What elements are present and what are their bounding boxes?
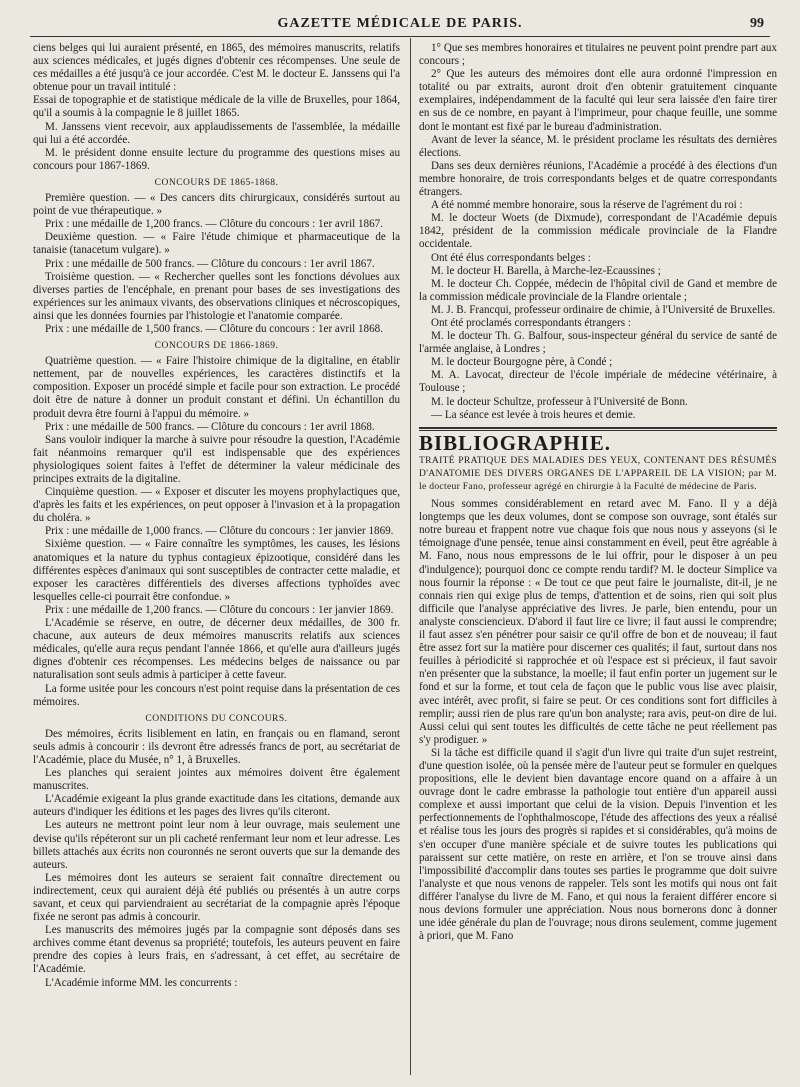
left-column xyxy=(33,42,400,990)
academy-report-continued xyxy=(419,42,777,422)
journal-title: GAZETTE MÉDICALE DE PARIS. xyxy=(277,16,523,31)
text-paragraph: Prix : une médaille de 500 francs. — Clôture du concours : 1er avril 1868. xyxy=(45,420,375,433)
text-paragraph: Des mémoires, écrits lisiblement en latin, en français ou en flamand, seront seuls admis à concourir : ils devront être adressés francs de port, au secrétariat de l'Académie, place du Musée, n° 1, à Bruxelles. xyxy=(33,727,400,766)
text-paragraph: Prix : une médaille de 1,200 francs. — Clôture du concours : 1er avril 1867. xyxy=(45,218,383,231)
text-paragraph: L'Académie exigeant la plus grande exactitude dans les citations, demande aux auteurs d'indiquer les éditions et les pages des livres qu'ils citeront. xyxy=(33,793,400,819)
text-paragraph: M. J. B. Francqui, professeur ordinaire de chimie, à l'Université de Bruxelles. xyxy=(431,303,776,316)
text-paragraph: M. Janssens vient recevoir, aux applaudissements de l'assemblée, la médaille qui lui a été accordée. xyxy=(33,120,400,146)
column-divider xyxy=(410,38,411,1075)
text-paragraph: Les manuscrits des mémoires jugés par la compagnie sont déposés dans ses archives comme étant devenus sa propriété; toutefois, les auteurs peuvent en faire prendre des copies à leurs frais, en s'adressant, à cet effet, au secrétaire de l'Académie. xyxy=(33,924,400,976)
text-paragraph: Prix : une médaille de 500 francs. — Clôture du concours : 1er avril 1867. xyxy=(45,257,375,270)
text-paragraph: M. le docteur Woets (de Dixmude), correspondant de l'Académie depuis 1842, président de la commission médicale provinciale de la Flandre occidentale. xyxy=(419,212,777,251)
text-paragraph: M. A. Lavocat, directeur de l'école impériale de médecine vétérinaire, à Toulouse ; xyxy=(419,369,777,395)
page-number: 99 xyxy=(750,16,764,31)
text-paragraph: Essai de topographie et de statistique médicale de la ville de Bruxelles, pour 1864, qu'il a soumis à la compagnie le 8 juillet 1865. xyxy=(33,94,400,120)
text-paragraph: Dans ses deux dernières réunions, l'Académie a procédé à des élections d'un membre honoraire, de trois correspondants belges et de quatre correspondants étrangers. xyxy=(419,159,777,199)
text-paragraph: L'Académie se réserve, en outre, de décerner deux médailles, de 300 fr. chacune, aux auteurs de deux mémoires manuscrits relatifs aux sciences médicales, qu'elle aura reçus pendant l'année 1866, et qu'elle aura d'ailleurs jugés dignes d'obtenir ces récompenses. Les médecins belges de naissance ou par naturalisation sont seuls admis à participer à cette faveur. xyxy=(33,617,400,682)
text-paragraph: Sans vouloir indiquer la marche à suivre pour résoudre la question, l'Académie fait néanmoins remarquer qu'il est indispensable que des expériences physiologiques soient faites à l'effet de déterminer la valeur médicinale des principes extraits de la digitaline. xyxy=(33,433,400,485)
header-rule xyxy=(30,36,770,37)
text-paragraph: Cinquième question. — « Exposer et discuter les moyens prophylactiques que, d'après les faits et les expériences, on peut opposer à l'invasion et à la propagation du choléra. » xyxy=(33,486,400,525)
text-paragraph: Troisième question. — « Rechercher quelles sont les fonctions dévolues aux diverses parties de l'encéphale, en prenant pour bases de ses investigations des expériences sur les animaux vivants, des observations cliniques et nécroscopiques, ainsi que les données fournies par l'histologie et l'anatomie comparée. xyxy=(33,270,400,322)
text-paragraph: M. le docteur Th. G. Balfour, sous-inspecteur général du service de santé de l'armée anglaise, à Londres ; xyxy=(419,330,777,356)
text-paragraph: 1° Que ses membres honoraires et titulaires ne peuvent point prendre part aux concours ; xyxy=(419,42,777,68)
text-paragraph: — La séance est levée à trois heures et demie. xyxy=(431,408,636,421)
text-paragraph: Première question. — « Des cancers dits chirurgicaux, considérés surtout au point de vue thérapeutique. » xyxy=(33,192,400,218)
text-paragraph: Prix : une médaille de 1,000 francs. — Clôture du concours : 1er janvier 1869. xyxy=(45,525,394,538)
text-paragraph: M. le docteur Schultze, professeur à l'Université de Bonn. xyxy=(431,395,688,408)
text-paragraph: L'Académie informe MM. les concurrents : xyxy=(45,976,238,989)
text-paragraph: Quatrième question. — « Faire l'histoire chimique de la digitaline, en établir nettement, par de nouvelles expériences, les caractères distinctifs et la composition. Exposer un procédé simple et facile pour son extraction. Le procédé doit être de nature à donner un produit constant et défini. Un échantillon du produit devra être fourni à l'appui du mémoire. » xyxy=(33,355,400,420)
text-paragraph: M. le docteur Ch. Coppée, médecin de l'hôpital civil de Gand et membre de la commission médicale provinciale de la Flandre orientale ; xyxy=(419,277,777,303)
text-paragraph: Les auteurs ne mettront point leur nom à leur ouvrage, mais seulement une devise qu'ils répéteront sur un pli cacheté renfermant leur nom et leur adresse. Les billets attachés aux écrits non couronnés ne seront ouverts que sur la demande des auteurs. xyxy=(33,819,400,871)
text-paragraph: Ont été proclamés correspondants étrangers : xyxy=(431,316,631,329)
text-paragraph: 2° Que les auteurs des mémoires dont elle aura ordonné l'impression en totalité ou par extraits, auront droit d'en obtenir gratuitement cinquante exemplaires, indépendamment de la faculté qui leur sera laissée d'en faire tirer en sus de ce nombre, en payant à l'imprimeur, pour chaque feuille, une somme dont le montant est fixé par le bureau d'administration. xyxy=(419,68,777,133)
section-subheading: CONDITIONS DU CONCOURS. xyxy=(145,713,288,724)
bibliography-heading: BIBLIOGRAPHIE. xyxy=(419,430,611,455)
text-paragraph: A été nommé membre honoraire, sous la réserve de l'agrément du roi : xyxy=(431,199,743,212)
text-paragraph: Deuxième question. — « Faire l'étude chimique et pharmaceutique de la tanaisie (tanacetum vulgare). » xyxy=(33,231,400,257)
text-paragraph: ciens belges qui lui auraient présenté, en 1865, des mémoires manuscrits, relatifs aux sciences médicales, et jugés dignes d'obtenir ces récompenses. Une seule de ces médailles a été jusqu'à ce jour accordée. C'est M. le docteur E. Janssens qui l'a obtenue pour un travail intitulé : xyxy=(33,42,400,94)
text-paragraph: Prix : une médaille de 1,500 francs. — Clôture du concours : 1er avril 1868. xyxy=(45,322,383,335)
section-subheading: CONCOURS DE 1866-1869. xyxy=(154,341,279,352)
text-paragraph: La forme usitée pour les concours n'est point requise dans la présentation de ces mémoires. xyxy=(33,682,400,708)
right-column xyxy=(419,42,777,943)
review-paragraph: Nous sommes considérablement en retard avec M. Fano. Il y a déjà longtemps que les deux volumes, dont se compose son ouvrage, sont étalés sur notre bureau et frappent notre vue chaque fois que nous nous y asseyons (si le témoignage d'une pensée, tenue ainsi constamment en éveil, peut être agréable à M. Fano, nous nous empressons de le lui offrir, pour le disposer à un peu d'indulgence); pourquoi donc ce compte rendu tardif? M. le docteur Simplice va nous fournir la réponse : « De tout ce que peut faire le journaliste, dit-il, je ne connais rien qui exige plus de temps, d'attention et de soins, rien qui soit plus difficile que l'analyse appréciative des livres. Je parle, bien entendu, pour un analyste consciencieux. D'abord il faut lire ce livre; il faut aussi le comprendre; il faut assez s'en pénétrer pour saisir ce qu'il offre de bon et de nouveau; il faut être assez fort sur la matière pour discerner ces qualités; il faut, surtout dans nos feuilles à périodicité si rapprochée et où l'espace est si précieux, il faut savoir n'en présenter que la substance, la moelle; il faut enfin porter un jugement sur le fond et sur la forme, et tout cela de façon que le public vous lise avec plaisir, avec intérêt, avec profit, si faire se peut. Or ces conditions sont fort difficiles à remplir; aussi rien de plus rare qu'un bon analyste; rara avis, peut-on dire de lui. Aussi celui qui sent toutes les difficultés de cette tâche ne peut réellement pas s'y prodiguer. » xyxy=(419,498,777,746)
text-paragraph: Avant de lever la séance, M. le président proclame les résultats des dernières élections. xyxy=(419,133,777,159)
text-paragraph: M. le docteur Bourgogne père, à Condé ; xyxy=(431,356,613,369)
page-header xyxy=(30,14,770,36)
text-paragraph: Ont été élus correspondants belges : xyxy=(431,251,591,264)
review-paragraph: Si la tâche est difficile quand il s'agit d'un livre qui traite d'un sujet restreint, d'une question isolée, où la pensée mère de l'auteur peut se formuler en quelques propositions, elle le devient bien davantage encore quand on a affaire à un ouvrage dont le cadre embrasse la pathologie tout entière d'un appareil aussi complexe et aussi important que celui de la vision. Depuis l'invention et les perfectionnements de l'ophthalmoscope, l'étude des affections des yeux a réalisé et réalise tous les jours des progrès si rapides et si considérables, qu'à moins de s'en occuper d'une manière spéciale et de suivre toutes les publications qui paraissent sur cette matière, on reste en arrière, et l'on se trouve ainsi dans l'impossibilité d'accomplir dans toutes ses parties le programme que doit suivre l'analyste et que nous venons de rappeler. Tels sont les motifs qui nous ont fait différer l'analyse du livre de M. Fano, et qui nous la feraient différer encore si nous devions formuler une appréciation. Nous nous bornerons donc à donner une idée générale du plan de l'ouvrage; nous dirons seulement, comme jugement à priori, que M. Fano xyxy=(419,746,777,943)
text-paragraph: M. le docteur H. Barella, à Marche-lez-Ecaussines ; xyxy=(431,264,661,277)
text-paragraph: M. le président donne ensuite lecture du programme des questions mises au concours pour 1867-1869. xyxy=(33,146,400,172)
text-paragraph: Prix : une médaille de 1,200 francs. — Clôture du concours : 1er janvier 1869. xyxy=(45,603,394,616)
reviewed-work: TRAITÉ PRATIQUE DES MALADIES DES YEUX, CONTENANT DES RÉSUMÉS D'ANATOMIE DES DIVERS ORGANES DE L'APPAREIL DE LA VISION; par M. le docteur Fano, professeur agrégé en chirurgie à la Faculté de médecine de Paris. xyxy=(419,454,777,492)
text-paragraph: Sixième question. — « Faire connaître les symptômes, les causes, les lésions anatomiques et la nature du typhus contagieux épizootique, considéré dans les différentes espèces d'animaux qui sont susceptibles de contracter cette maladie, et exposer les caractères différentiels des diverses affections typhoïdes avec lesquelles celle-ci pourrait être confondue. » xyxy=(33,538,400,603)
section-subheading: CONCOURS DE 1865-1868. xyxy=(154,177,279,188)
text-paragraph: Les mémoires dont les auteurs se seraient fait connaître directement ou indirectement, ceux qui auraient déjà été publiés ou présentés à un autre corps savant, et ceux qui parviendraient au secrétariat de la compagnie après l'époque fixée ne seront pas admis à concourir. xyxy=(33,871,400,924)
text-paragraph: Les planches qui seraient jointes aux mémoires doivent être également manuscrites. xyxy=(33,767,400,793)
